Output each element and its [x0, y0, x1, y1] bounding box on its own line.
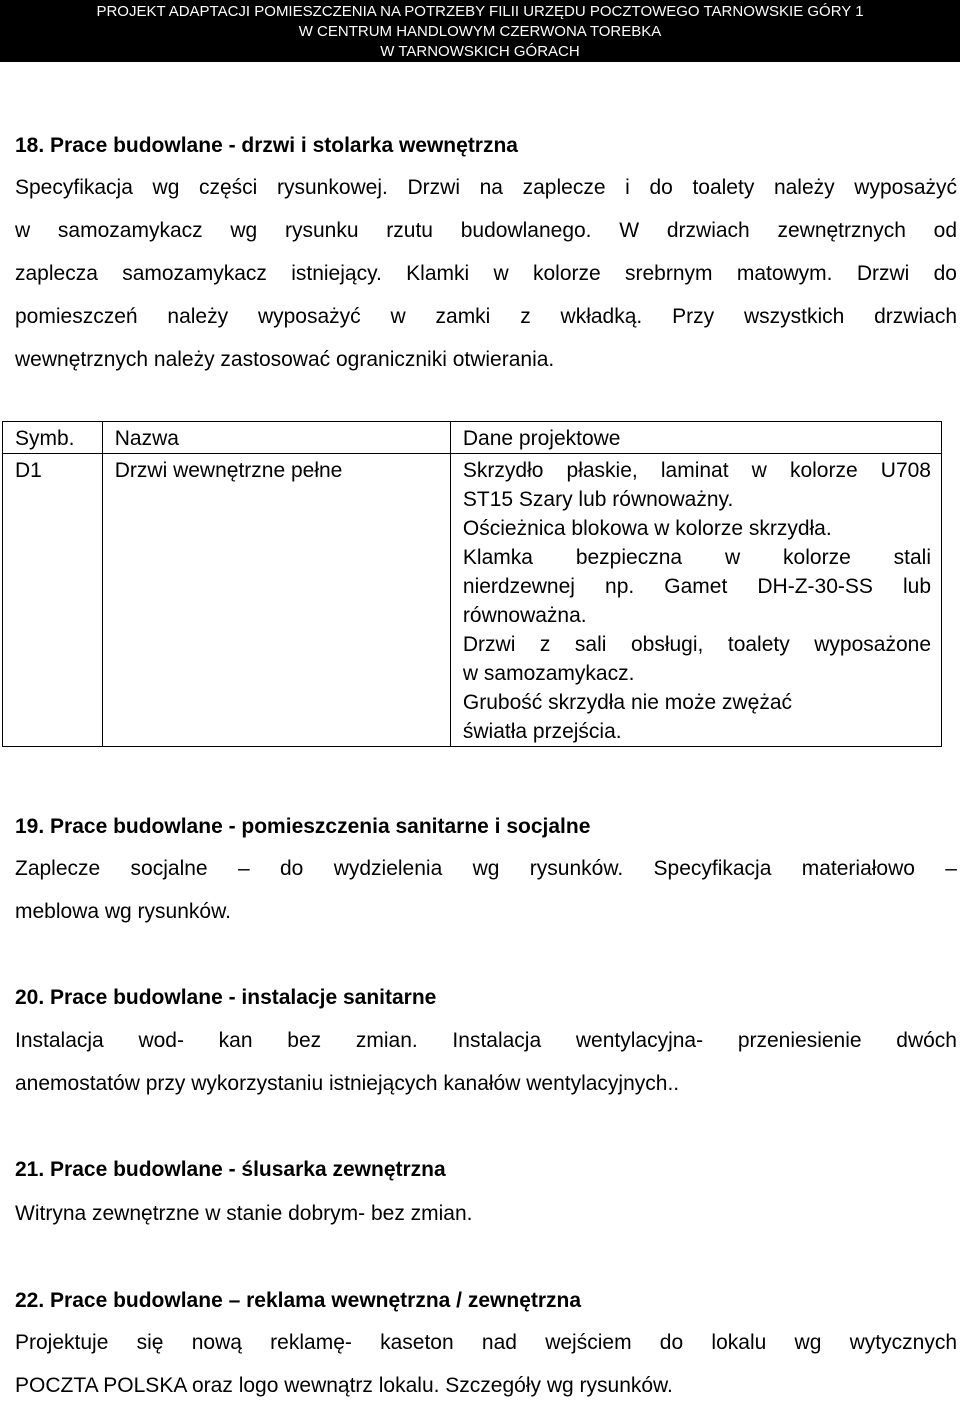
section-22-heading: 22. Prace budowlane – reklama wewnętrzna / zewnętrzna	[15, 1289, 582, 1312]
table-header-row	[3, 422, 942, 454]
text-line: meblowa wg rysunków.	[15, 900, 231, 923]
section-22-text	[15, 1321, 957, 1407]
header-line-3: W TARNOWSKICH GÓRACH	[380, 43, 580, 60]
text-line: Projektuje się nową reklamę- kaseton nad wejściem do lokalu wg wytycznych	[15, 1331, 957, 1354]
section-21-heading: 21. Prace budowlane - ślusarka zewnętrzna	[15, 1158, 446, 1181]
detail-line: światła przejścia.	[462, 720, 622, 743]
header-line-2: W CENTRUM HANDLOWYM CZERWONA TOREBKA	[298, 23, 662, 40]
detail-line: Skrzydło płaskie, laminat w kolorze U708	[462, 459, 931, 482]
text-line: Specyfikacja wg części rysunkowej. Drzwi na zaplecze i do toalety należy wyposażyć	[15, 176, 957, 199]
text-line: anemostatów przy wykorzystaniu istniejących kanałów wentylacyjnych..	[15, 1072, 680, 1095]
detail-line: Drzwi z sali obsługi, toalety wyposażone	[462, 633, 931, 656]
detail-line: równoważna.	[462, 604, 587, 627]
header-nazwa: Nazwa	[102, 422, 450, 454]
detail-line: w samozamykacz.	[462, 662, 635, 685]
section-21-text	[15, 1192, 957, 1235]
header-dane: Dane projektowe	[450, 422, 941, 454]
text-line: zaplecza samozamykacz istniejący. Klamki w kolorze srebrnym matowym. Drzwi do	[15, 262, 957, 285]
page-header	[0, 0, 960, 62]
spec-table	[2, 421, 942, 747]
text-line: Witryna zewnętrzne w stanie dobrym- bez zmian.	[15, 1202, 473, 1225]
table-row	[3, 454, 942, 747]
section-18-heading: 18. Prace budowlane - drzwi i stolarka wewnętrzna	[15, 134, 518, 157]
text-line: wewnętrznych należy zastosować ograniczniki otwierania.	[15, 348, 555, 371]
section-18-text	[15, 166, 957, 381]
section-19-heading: 19. Prace budowlane - pomieszczenia sanitarne i socjalne	[15, 815, 591, 838]
header-line-1: PROJEKT ADAPTACJI POMIESZCZENIA NA POTRZEBY FILII URZĘDU POCZTOWEGO TARNOWSKIE GÓRY 1	[96, 3, 864, 20]
text-line: w samozamykacz wg rysunku rzutu budowlanego. W drzwiach zewnętrznych od	[15, 219, 957, 242]
text-line: POCZTA POLSKA oraz logo wewnątrz lokalu. Szczegóły wg rysunków.	[15, 1374, 673, 1397]
detail-line: Klamka bezpieczna w kolorze stali	[462, 546, 931, 569]
section-19-text	[15, 847, 957, 933]
text-line: Instalacja wod- kan bez zmian. Instalacja wentylacyjna- przeniesienie dwóch	[15, 1029, 957, 1052]
detail-line: Ościeżnica blokowa w kolorze skrzydła.	[462, 517, 832, 540]
text-line: Zaplecze socjalne – do wydzielenia wg rysunków. Specyfikacja materiałowo –	[15, 857, 957, 880]
header-symb: Symb.	[3, 422, 103, 454]
section-20-heading: 20. Prace budowlane - instalacje sanitarne	[15, 986, 437, 1009]
cell-name: Drzwi wewnętrzne pełne	[102, 454, 450, 747]
detail-line: ST15 Szary lub równoważny.	[462, 488, 734, 511]
text-line: pomieszczeń należy wyposażyć w zamki z wkładką. Przy wszystkich drzwiach	[15, 305, 957, 328]
detail-line: Grubość skrzydła nie może zwężać	[462, 691, 793, 714]
cell-details	[450, 454, 941, 747]
section-20-text	[15, 1019, 957, 1105]
detail-line: nierdzewnej np. Gamet DH-Z-30-SS lub	[462, 575, 931, 598]
cell-symb: D1	[3, 454, 103, 747]
